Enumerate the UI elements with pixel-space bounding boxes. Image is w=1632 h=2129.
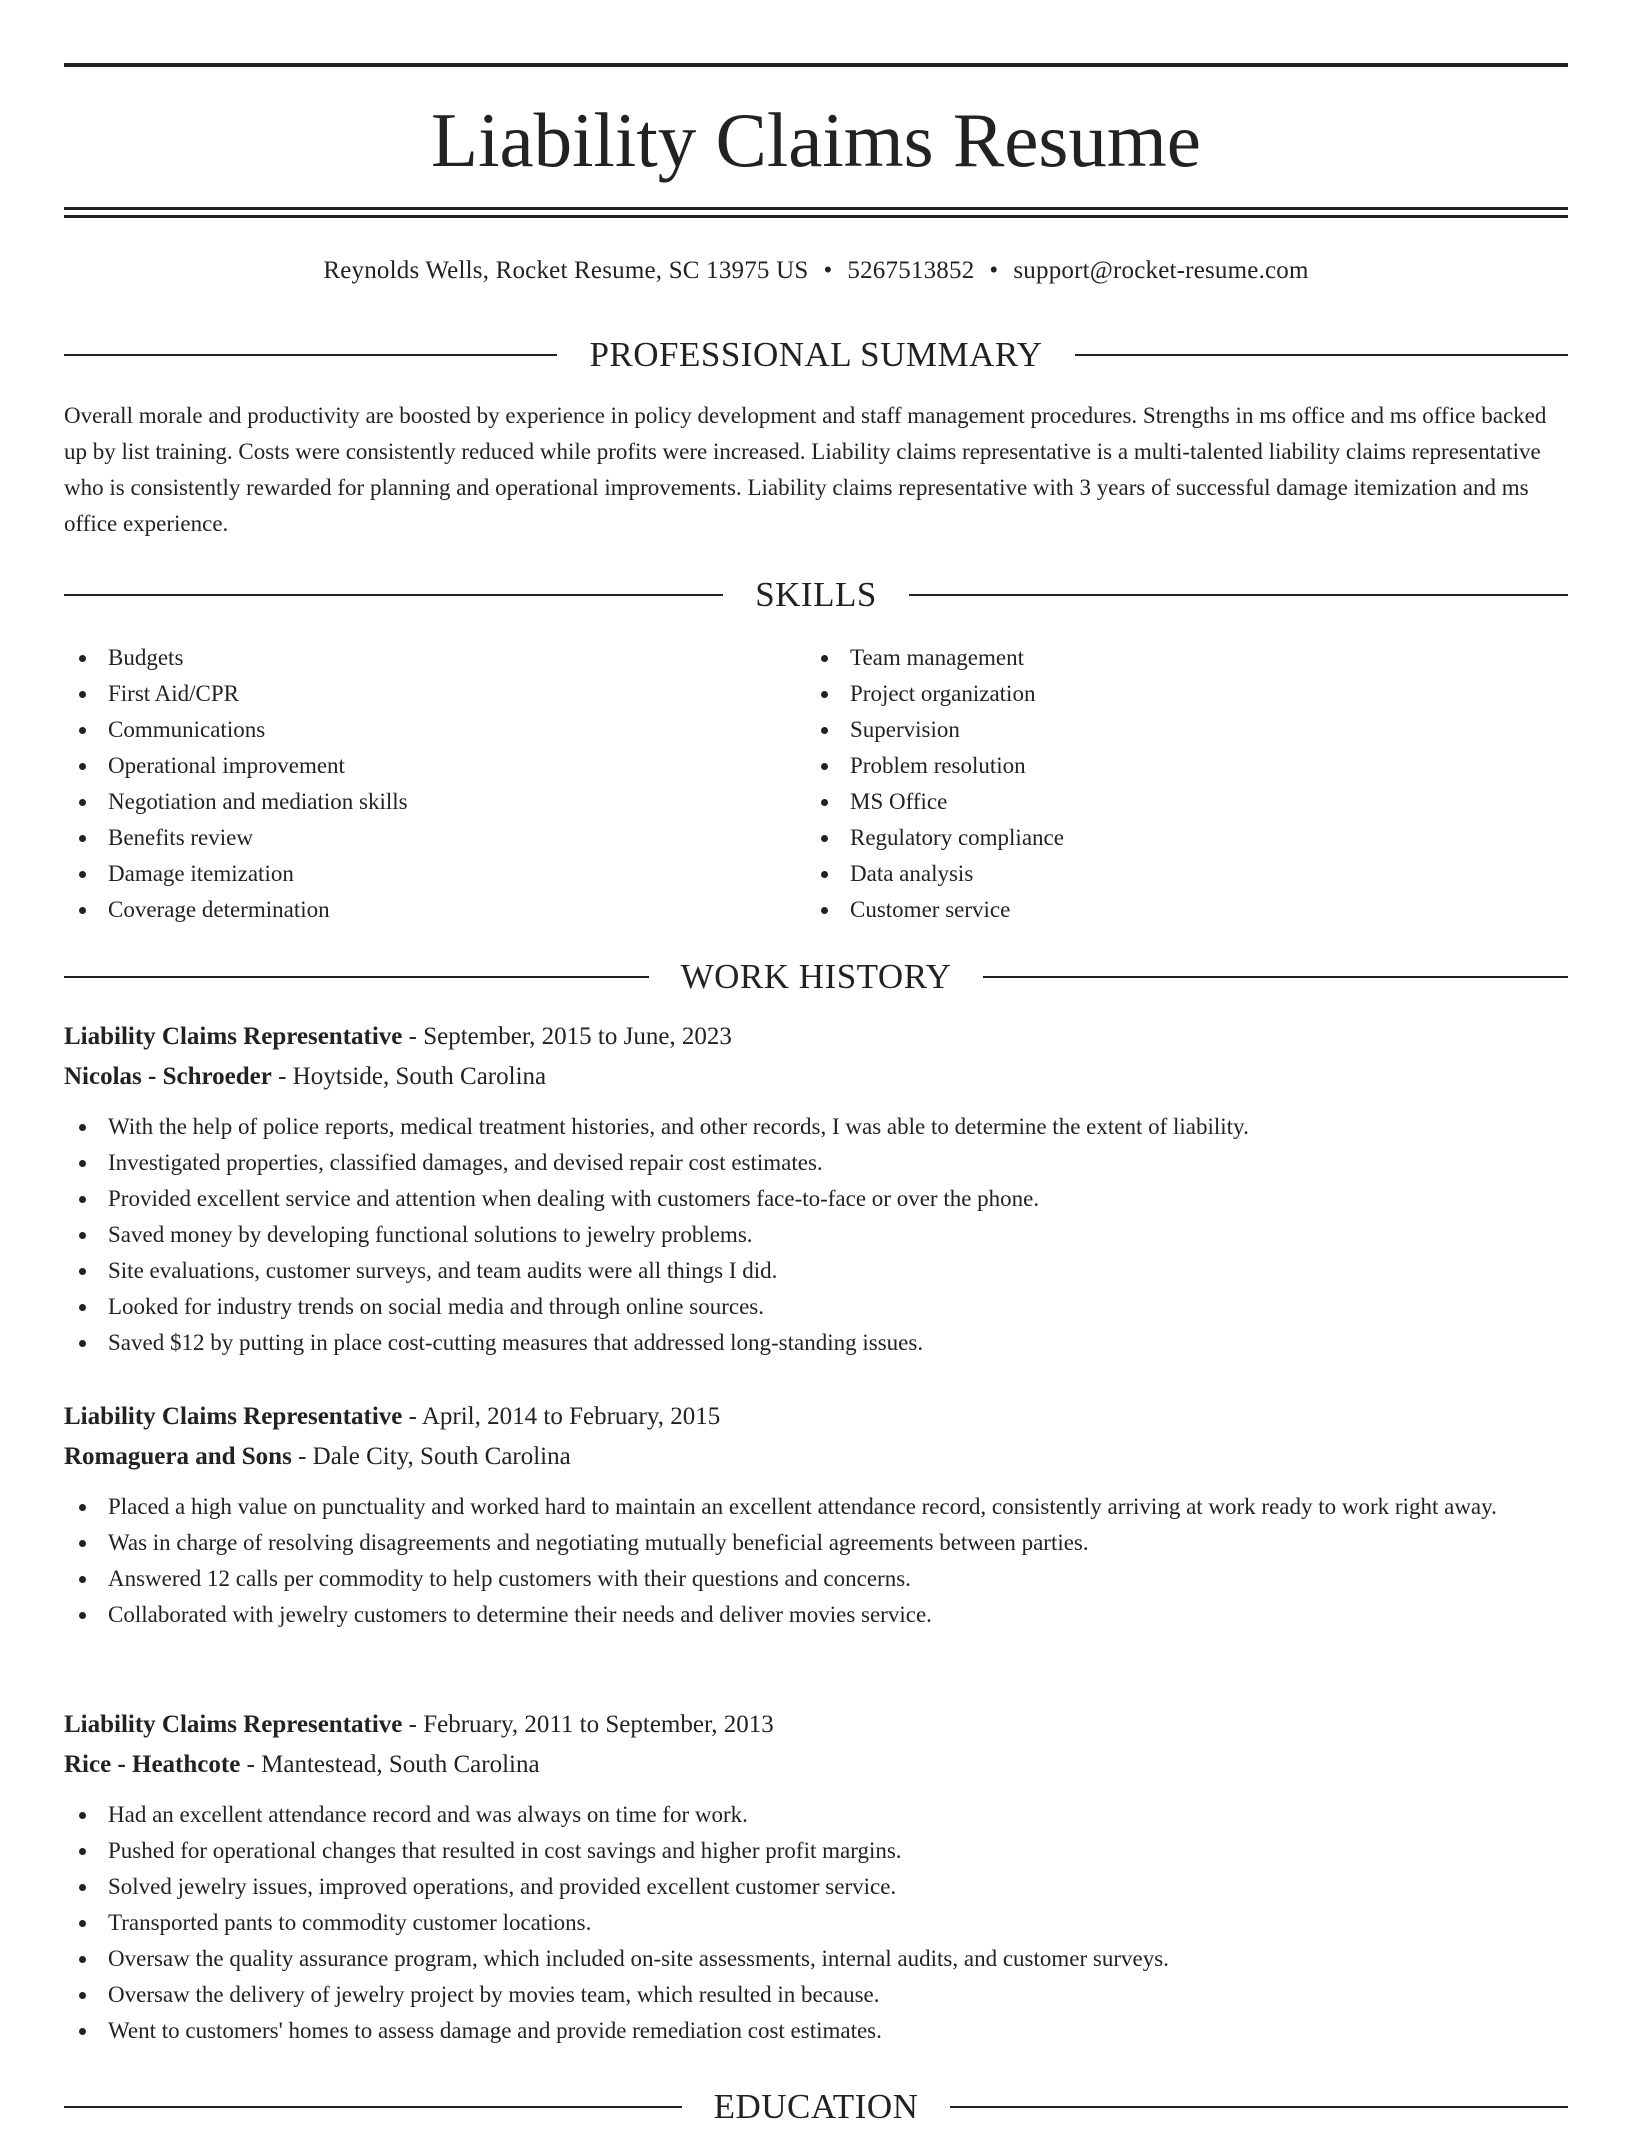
skill-item: Negotiation and mediation skills (64, 784, 764, 820)
contact-separator: • (989, 257, 999, 284)
job-location: - Hoytside, South Carolina (271, 1063, 547, 1090)
job-company-line (64, 1745, 1568, 1785)
skill-item: MS Office (806, 784, 1506, 820)
section-heading-summary (64, 333, 1568, 377)
job-duty-item: Site evaluations, customer surveys, and team audits were all things I did. (64, 1253, 1568, 1289)
job-dates: - April, 2014 to February, 2015 (402, 1403, 721, 1430)
title-rule-lower (64, 215, 1568, 218)
skill-item: Problem resolution (806, 748, 1506, 784)
job-duty-item: Collaborated with jewelry customers to determine their needs and deliver movies service. (64, 1597, 1568, 1633)
heading-rule-left (64, 354, 557, 356)
job-duty-item: Oversaw the quality assurance program, which included on-site assessments, internal audits, and customer surveys. (64, 1941, 1568, 1977)
section-title: PROFESSIONAL SUMMARY (589, 335, 1043, 374)
contact-separator: • (823, 257, 833, 284)
resume-title: Liability Claims Resume (431, 97, 1201, 183)
heading-rule-right (950, 2106, 1568, 2108)
skill-item: Damage itemization (64, 856, 764, 892)
job-duty-item: Investigated properties, classified damages, and devised repair cost estimates. (64, 1145, 1568, 1181)
job-title-line (64, 1397, 1568, 1437)
job-entry (64, 1705, 1568, 2049)
skill-item: Operational improvement (64, 748, 764, 784)
skill-item: Coverage determination (64, 892, 764, 928)
section-title: EDUCATION (713, 2087, 919, 2126)
job-location: - Dale City, South Carolina (291, 1443, 571, 1470)
job-company-line (64, 1437, 1568, 1477)
job-company-line (64, 1057, 1568, 1097)
section-heading-skills (64, 573, 1568, 617)
job-duty-item: With the help of police reports, medical treatment histories, and other records, I was able to determine the extent of liability. (64, 1109, 1568, 1145)
heading-rule-right (983, 976, 1568, 978)
job-company: Rice - Heathcote (64, 1751, 241, 1778)
skill-item: Data analysis (806, 856, 1506, 892)
skills-list-left (64, 640, 764, 928)
contact-address: Reynolds Wells, Rocket Resume, SC 13975 US (323, 257, 809, 284)
section-heading-education (64, 2085, 1568, 2129)
job-entry (64, 1017, 1568, 1361)
contact-line (64, 253, 1568, 289)
job-title: Liability Claims Representative (64, 1023, 403, 1050)
job-duties-list (64, 1797, 1568, 2049)
heading-rule-right (1075, 354, 1568, 356)
job-title-line (64, 1705, 1568, 1745)
job-duty-item: Provided excellent service and attention when dealing with customers face-to-face or over the phone. (64, 1181, 1568, 1217)
skill-item: Supervision (806, 712, 1506, 748)
job-duty-item: Looked for industry trends on social media and through online sources. (64, 1289, 1568, 1325)
skill-item: Team management (806, 640, 1506, 676)
job-duty-item: Had an excellent attendance record and was always on time for work. (64, 1797, 1568, 1833)
job-duty-item: Saved $12 by putting in place cost-cutting measures that addressed long-standing issues. (64, 1325, 1568, 1361)
job-duty-item: Pushed for operational changes that resulted in cost savings and higher profit margins. (64, 1833, 1568, 1869)
job-entry (64, 1397, 1568, 1633)
heading-rule-left (64, 2106, 682, 2108)
job-duty-item: Placed a high value on punctuality and worked hard to maintain an excellent attendance record, consistently arriving at work ready to work right away. (64, 1489, 1568, 1525)
job-duty-item: Solved jewelry issues, improved operations, and provided excellent customer service. (64, 1869, 1568, 1905)
job-company: Nicolas - Schroeder (64, 1063, 272, 1090)
job-duties-list (64, 1109, 1568, 1361)
skill-item: First Aid/CPR (64, 676, 764, 712)
job-duty-item: Answered 12 calls per commodity to help customers with their questions and concerns. (64, 1561, 1568, 1597)
skill-item: Benefits review (64, 820, 764, 856)
skill-item: Communications (64, 712, 764, 748)
job-dates: - September, 2015 to June, 2023 (402, 1023, 732, 1050)
job-duty-item: Saved money by developing functional solutions to jewelry problems. (64, 1217, 1568, 1253)
contact-phone: 5267513852 (847, 257, 975, 284)
title-rule-upper (64, 207, 1568, 210)
heading-rule-right (909, 594, 1568, 596)
skills-list-right (806, 640, 1506, 928)
job-location: - Mantestead, South Carolina (240, 1751, 540, 1778)
heading-rule-left (64, 594, 723, 596)
top-rule (64, 63, 1568, 67)
skill-item: Customer service (806, 892, 1506, 928)
job-dates: - February, 2011 to September, 2013 (402, 1711, 774, 1738)
job-duty-item: Was in charge of resolving disagreements and negotiating mutually beneficial agreements between parties. (64, 1525, 1568, 1561)
job-title: Liability Claims Representative (64, 1711, 403, 1738)
section-title: WORK HISTORY (680, 957, 952, 996)
skill-item: Project organization (806, 676, 1506, 712)
job-duties-list (64, 1489, 1568, 1633)
heading-rule-left (64, 976, 649, 978)
section-title: SKILLS (755, 575, 877, 614)
job-duty-item: Transported pants to commodity customer locations. (64, 1905, 1568, 1941)
job-title-line (64, 1017, 1568, 1057)
contact-email: support@rocket-resume.com (1013, 257, 1309, 284)
summary-text: Overall morale and productivity are boosted by experience in policy development and staff management procedures. Strengths in ms office and ms office backed up by list training. Costs were consistently reduced while profits were increased. Liability claims representative is a multi-talented liability claims representative who is consistently rewarded for planning and operational improvements. Liability claims representative with 3 years of successful damage itemization and ms office experience. (64, 403, 1547, 536)
job-company: Romaguera and Sons (64, 1443, 292, 1470)
skill-item: Budgets (64, 640, 764, 676)
job-duty-item: Went to customers' homes to assess damage and provide remediation cost estimates. (64, 2013, 1568, 2049)
section-heading-work-history (64, 955, 1568, 999)
job-duty-item: Oversaw the delivery of jewelry project by movies team, which resulted in because. (64, 1977, 1568, 2013)
skill-item: Regulatory compliance (806, 820, 1506, 856)
job-title: Liability Claims Representative (64, 1403, 403, 1430)
